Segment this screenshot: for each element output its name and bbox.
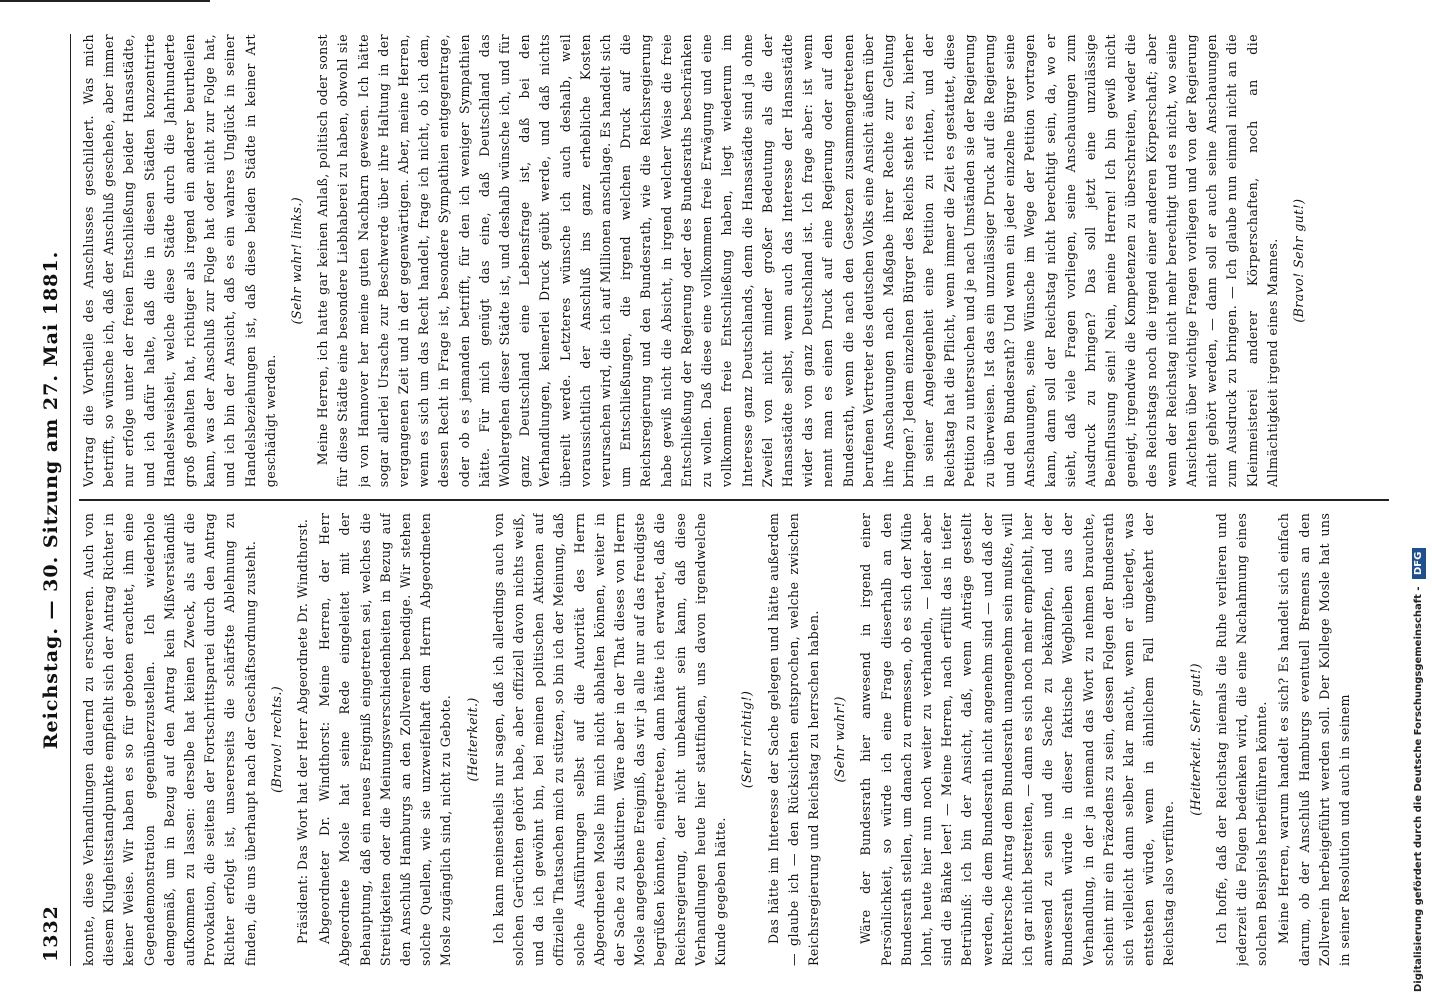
paragraph: Wäre der Bundesrath hier anwesend in irgend einer Persönlichkeit, so würde ich eine Frage dieserhalb an den Bundesrath stellen, um danach zu ermessen, ob es sich der Mühe lohnt, heute hier nun noch weiter zu verhandeln, — leider aber sind die Bänke leer! — Meine Herren, nach erfüllt das in tiefer Betrübniß: ich bin der Ansicht, daß, wenn Anträge gestellt werden, die dem Bundesrath nicht angenehm sind — und daß der Richtersche Antrag dem Bundesrath unangenehm sein mußte, will ich gar nicht bestreiten, — dann es sich noch mehr empfiehlt, hier anwesend zu sein und die Sache zu bekämpfen, und der Bundesrath würde in dieser faktische Wegbleiben aus der Verhandlung, in der ja niemand das Wort zu nehmen brauchte, scheint mir ein Präzedens zu sein, dessen Folgen der Bundesrath sich vielleicht dann selber klar macht, wenn er überlegt, was entstehen würde, wenn in ähnlichem Fall umgekehrt der Reichstag also verführe. <box>858 512 1177 966</box>
paragraph: Meine Herren, warum handelt es sich? Es handelt sich einfach darum, ob der Anschluß Hamburgs eventuell Bremens an den Zollverein herbeigeführt werden soll. Der Kollege Mosle hat uns in seiner Resolution und auch in seinem <box>1276 512 1352 966</box>
interjection: (Sehr wahr!) <box>832 696 848 783</box>
paragraph: Ich hoffe, daß der Reichstag niemals die Ruhe verlieren und jederzeit die Folgen bedenken wird, die eine Nachahmung eines solchen Beispiels herbeiführen könnte. <box>1213 512 1270 966</box>
page-header <box>36 34 71 966</box>
column-divider <box>79 499 1389 501</box>
interjection: (Heiterkeit. Sehr gut!) <box>1187 663 1203 816</box>
right-column <box>79 34 1389 487</box>
left-column <box>79 513 1389 966</box>
text-columns <box>79 34 1389 966</box>
interjection: (Heiterkeit.) <box>464 697 480 782</box>
interjection: (Bravo! rechts.) <box>268 685 284 793</box>
paragraph: Vortrag die Vortheile des Anschlusses geschildert. Was mich betrifft, so wünsche ich, daß der Anschluß geschehe, aber immer nur erfolge unter der freien Entschließung beider Hansastädte, und ich dafür halte, daß die in diesen Städten konzentrirte Handelsweisheit, welche diese Städte durch die Jahrhunderte groß gehalten hat, richtiger als irgend ein anderer beurtheilen kann, was der Anschluß zur Folge hat oder nicht zur Folge hat, und ich bin der Ansicht, daß es ein wahres Unglück in seiner Handelsbeziehungen ist, daß diese beiden Städte in keiner Art geschädigt werden. <box>81 34 278 488</box>
page-title: Reichstag. — 30. Sitzung am 27. Mai 1881. <box>40 250 62 750</box>
interjection: (Sehr richtig!) <box>739 690 755 789</box>
page-number: 1332 <box>40 905 62 962</box>
paragraph: Präsident: Das Wort hat der Herr Abgeordnete Dr. Windthorst. <box>295 518 311 944</box>
paragraph: Das hätte im Interesse der Sache gelegen und hätte außerdem — glaube ich — den Rücksichten entsprochen, welche zwischen Reichsregierung und Reichstag zu herrschen haben. <box>765 512 821 966</box>
digitization-note <box>1408 6 1430 996</box>
paragraph: Ich kann meinestheils nur sagen, daß ich allerdings auch von solchen Gerüchten gehört habe, aber offiziell davon nichts weiß, und da ich gewöhnt bin, bei meinen politischen Aktionen auf offizielle Thatsachen mich zu stützen, so bin ich der Meinung, daß solche Ausführungen selbst auf die Autorität des Herrn Abgeordneten Mosle hin mich nicht abhalten können, weiter in der Sache zu diskutiren. Wäre aber in der That dieses von Herrn Mosle angegebene Ereigniß, das wir ja alle nur auf das freudigste begrüßen könnten, eingetreten, dann hätte ich erwartet, daß die Reichsregierung, der nicht unbekannt sein kann, daß diese Verhandlungen heute hier stattfinden, uns davon irgendwelche Kunde gegeben hätte. <box>490 512 729 966</box>
paragraph: konnte, diese Verhandlungen dauernd zu erschweren. Auch von diesem Klugheitsstandpunkte empfiehlt sich der Antrag Richter in keiner Weise. Wir haben es so für geboten erachtet, ihm eine Gegendemonstration gegenüberzustellen. Ich wiederhole demgemäß, um in Bezug auf den Antrag kein Mißverständniß aufkommen zu lassen: derselbe hat keinen Zweck, als auf die Provokation, die seitens der Fortschrittspartei durch den Antrag Richter erfolgt ist, unsererseits die schärfste Ablehnung zu finden, die uns überhaupt nach der Geschäftsordnung zusteht. <box>81 512 258 966</box>
interjection: (Bravo! Sehr gut!) <box>1290 198 1306 323</box>
paragraph: Abgeordneter Dr. Windthorst: Meine Herren, der Herr Abgeordnete Mosle hat seine Rede eingeleitet mit der Behauptung, daß ein neues Ereigniß eingetreten sei, welches die Streitigkeiten oder die Meinungsverschiedenheiten in Bezug auf den Anschluß Hamburgs an den Zollverein beendige. Wir stehen solche Quellen, wie sie unzweifelhaft dem Herrn Abgeordneten Mosle zugänglich sind, nicht zu Gebote. <box>317 512 454 966</box>
digitization-text: Digitalisierung gefördert durch die Deutsche Forschungsgemeinschaft - <box>1413 586 1424 992</box>
interjection: (Sehr wahr! links.) <box>289 196 305 325</box>
dfg-logo: DFG <box>1412 548 1426 579</box>
paragraph: Meine Herren, ich hatte gar keinen Anlaß, politisch oder sonst für diese Städte eine besondere Liebhaberei zu haben, obwohl sie ja von Hannover her meine guten Nachbarn gewesen. Ich hätte sogar allerlei Ursache zur Beschwerde über ihre Haltung in der vergangenen Zeit und in der gegenwärtigen. Aber, meine Herren, wenn es sich um das Recht handelt, frage ich nicht, ob ich dem, dessen Recht in Frage ist, besondere Sympathien entgegentrage, oder ob es jemanden betrifft, für den ich weniger Sympathien hätte. Für mich genügt das eine, daß Deutschland das Wohlergehen dieser Städte ist, und deshalb wünsche ich, und für ganz Deutschland eine Lebensfrage ist, daß bei den Verhandlungen, keinerlei Druck geübt werde, und daß nichts übereilt werde. Letzteres wünsche ich auch deshalb, weil voraussichtlich der Anschluß ins ganz erhebliche Kosten verursachen wird, die ich auf Millionen anschlage. Es handelt sich um Entschließungen, die irgend welchen Druck auf die Reichsregierung und den Bundesrath, wie die Reichsregierung habe gewiß nicht die Absicht, in irgend welcher Weise die freie Entschließung der Regierung oder des Bundesraths beschränken zu wollen. Daß diese eine vollkommen freie Erwägung und eine vollkommen freie Entschließung haben, liegt wiederum im Interesse ganz Deutschlands, denn die Hansastädte sind ja ohne Zweifel von nicht minder großer Bedeutung als die der Hansastädte selbst, wenn auch das Interesse der Hansastädte wider das von ganz Deutschland ist. Ich frage aber: ist wenn nennt man es einen Druck auf eine Regierung oder auf den Bundesrath, wenn die nach den Gesetzen zusammengetretenen berufenen Vertreter des deutschen Volks eine Ansicht äußern über ihre Anschauungen nach Maßgabe ihrer Rechte zur Geltung bringen? Jedem einzelnen Bürger des Reichs steht es zu, hierher in seiner Angelegenheit eine Petition zu richten, und der Reichstag hat die Pflicht, wenn immer die Zeit es gestattet, diese Petition zu untersuchen und je nach Umständen sie der Regierung zu überweisen. Ist das ein unzulässiger Druck auf die Regierung und den Bundesrath? Und wenn ein jeder einzelne Bürger seine Anschauungen, seine Wünsche im Wege der Petition vortragen kann, dann soll der Reichstag nicht berechtigt sein, da, wo er sieht, daß viele Fragen vorliegen, seine Anschauungen zum Ausdruck zu bringen? Das soll jetzt eine unzulässige Beeinflussung sein! Nein, meine Herren! Ich bin gewiß nicht geneigt, irgendwie die Kompetenzen zu überschreiten, weder die des Reichstags noch die irgend einer anderen Körperschaft; aber wenn der Reichstag nicht mehr berechtigt und es nicht, wo seine Ansichten über wichtige Fragen vorliegen und von der Regierung nicht gehört werden, — dann soll er auch seine Anschauungen zum Ausdruck zu bringen. — Ich glaube nun einmal nicht an die Kleinmeisterei anderer Körperschaften, noch an die Allmächtigkeit irgend eines Mannes. <box>315 34 1280 488</box>
